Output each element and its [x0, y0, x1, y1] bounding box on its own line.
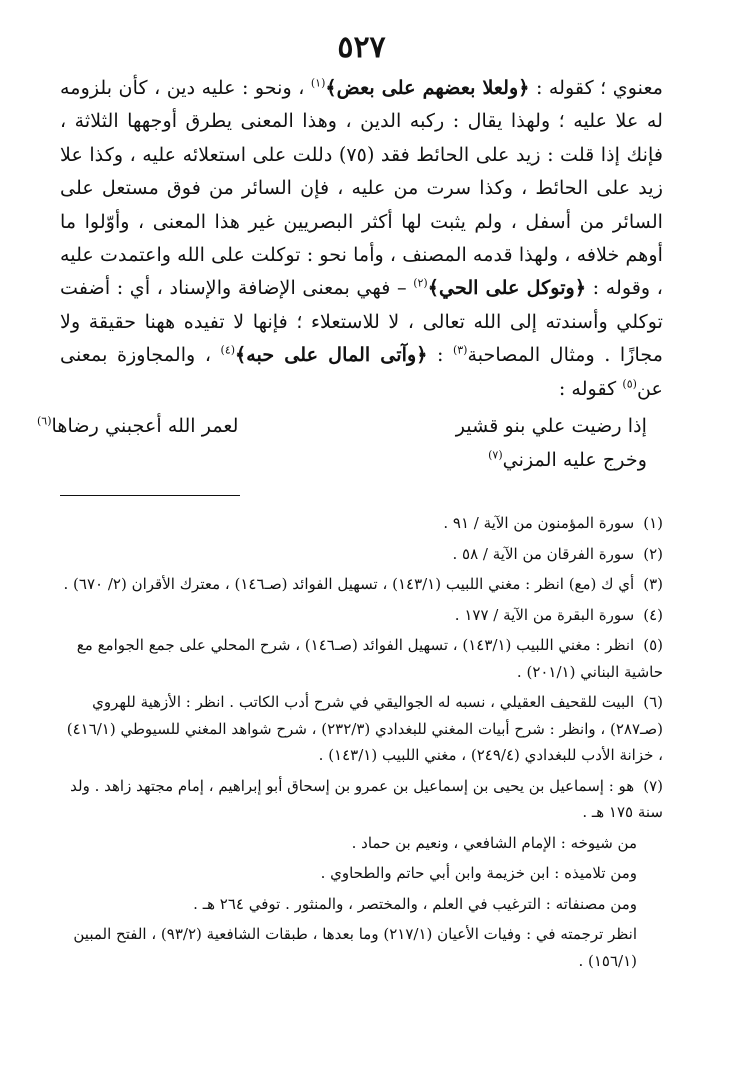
- footnote-item: [60, 541, 663, 568]
- footnote-item: [60, 773, 663, 826]
- footnote-item: [60, 571, 663, 598]
- footnote-ref: (٦): [37, 414, 52, 428]
- footnote-number: (٤): [643, 605, 663, 624]
- footnote-ref: (٧): [488, 448, 503, 462]
- text-run: – فهي بمعنى الإضافة والإسناد ، أي : أضفت توكلي وأسندته إلى الله تعالى ، لا للاستعلاء ؛ فإنها لا تفيده ههنا حقيقة ولا مجازًا . ومثال المصاحبة: [60, 276, 663, 367]
- footnotes: [60, 510, 663, 974]
- footnote-number: (٣): [643, 575, 663, 594]
- quran-quote: ﴿وتوكل على الحي﴾: [427, 276, 587, 300]
- footnote-text: سورة الفرقان من الآية / ٥٨ .: [452, 544, 635, 563]
- footnote-item: [60, 632, 663, 685]
- footnote-continuation: ومن مصنفاته : الترغيب في العلم ، والمختصر ، والمنثور . توفي ٢٦٤ هـ .: [193, 894, 637, 913]
- verse-hemistich-first: إذا رضيت علي بنو قشير: [455, 414, 647, 438]
- footnote-ref: (٢): [413, 277, 428, 291]
- footnote-text: هو : إسماعيل بن يحيى بن إسماعيل بن عمرو بن إسحاق أبو إبراهيم ، إمام مجتهد زاهد . ولد سنة ١٧٥ هـ .: [70, 776, 663, 822]
- footnote-number: (٥): [643, 636, 663, 655]
- footnote-number: (٧): [643, 776, 663, 795]
- footnote-ref: (٣): [452, 343, 468, 357]
- text-run: ، والمجاوزة بمعنى عن: [60, 343, 663, 400]
- footnote-number: (٢): [643, 544, 663, 563]
- verse-hemistich-second: [37, 409, 239, 443]
- footnote-item: [60, 602, 663, 629]
- footnote-text: أي ك (مع) انظر : مغني اللبيب (١٤٣/١) ، تسهيل الفوائد (صـ١٤٦) ، معترك الأقران (٢/ ٦٧٠) .: [63, 575, 635, 594]
- footnote-ref: (٥): [622, 377, 637, 391]
- footnote-ref: (١): [310, 76, 326, 90]
- separator-line: [60, 495, 240, 496]
- text-run: :: [427, 343, 453, 367]
- text-run: وخرج عليه المزني: [502, 448, 647, 472]
- page-number: ٥٢٧: [337, 30, 386, 65]
- footnote-continuation: انظر ترجمته في : وفيات الأعيان (٢١٧/١) وما بعدها ، طبقات الشافعية (٩٣/٢) ، الفتح المبين (١٥٦/١) .: [73, 925, 637, 970]
- footnote-number: (٦): [643, 693, 663, 712]
- footnote-number: (١): [643, 514, 663, 533]
- footnote-item: [60, 510, 663, 537]
- text-run: معنوي ؛ كقوله :: [529, 76, 663, 99]
- main-text: [37, 71, 663, 477]
- footnote-separator: [60, 477, 663, 510]
- text-run: كقوله :: [558, 376, 623, 400]
- quran-quote: ﴿ولعلا بعضهم على بعض﴾: [325, 76, 530, 99]
- footnote-text: سورة البقرة من الآية / ١٧٧ .: [454, 605, 635, 624]
- footnote-continuation: ومن تلاميذه : ابن خزيمة وابن أبي حاتم والطحاوي .: [320, 864, 637, 883]
- text-run: ، ونحو : عليه دين ، كأن بلزومه له علا عليه ؛ ولهذا يقال : ركبه الدين ، وهذا المعنى يطرق أوجهها الثلاثة ، فإنك إذا قلت : زيد على الحائط فقد (٧٥) دللت على استعلائه عليه ، وكذا علا زيد على الحائط ، وكذا سرت من عليه ، فإن السائر من فوق مستعل على السائر من أسفل ، ولم يثبت لها أكثر البصريين غير هذا المعنى ، وأوّلوا ما أوهم خلافه ، ولهذا قدمه المصنف ، وأما نحو : توكلت على الله واعتمدت عليه ، وقوله :: [60, 76, 663, 300]
- verse-text: لعمر الله أعجبني رضاها: [51, 414, 239, 438]
- footnote-item: [60, 689, 663, 769]
- main-paragraph: [60, 71, 663, 405]
- quran-quote: ﴿وآتى المال على حبه﴾: [235, 343, 428, 367]
- footnote-text: سورة المؤمنون من الآية / ٩١ .: [443, 514, 635, 533]
- footnote-continuation: من شيوخه : الإمام الشافعي ، ونعيم بن حماد .: [351, 833, 637, 852]
- footnote-ref: (٤): [220, 343, 236, 357]
- verse-line: [37, 409, 647, 443]
- footnote-text: البيت للقحيف العقيلي ، نسبه له الجواليقي في شرح أدب الكاتب . انظر : الأزهية للهروي (صـ٢٨٧) ، وانظر : شرح أبيات المغني للبغدادي (٢٣٢/٣) ، شرح شواهد المغني للسيوطي (٤١٦/١) ، خزانة الأدب للبغدادي (٢٤٩/٤) ، مغني اللبيب (١٤٣/١) .: [66, 693, 663, 765]
- poetry-verse: [37, 409, 663, 477]
- verse-followup: [60, 443, 647, 477]
- footnote-text: انظر : مغني اللبيب (١٤٣/١) ، تسهيل الفوائد (صـ١٤٦) ، شرح المحلي على جمع الجوامع مع حاشية البناني (٢٠١/١) .: [76, 636, 663, 681]
